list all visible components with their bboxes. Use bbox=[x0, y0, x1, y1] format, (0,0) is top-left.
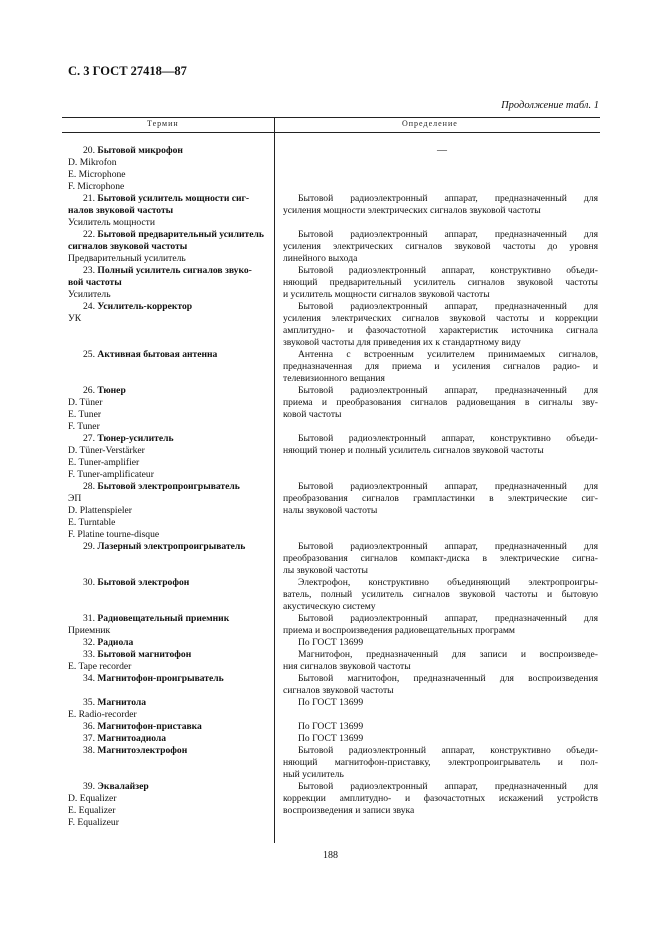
definition-line: Бытовой радиоэлектронный аппарат, предназначенный для bbox=[298, 541, 598, 552]
term-name: Бытовой усилитель мощности сиг- bbox=[97, 193, 250, 204]
term-name: Активная бытовая антенна bbox=[97, 349, 218, 360]
term-line bbox=[83, 637, 133, 649]
term-number: 24. bbox=[83, 301, 95, 312]
term-text: E. Tape recorder bbox=[68, 661, 132, 672]
term-number: 22. bbox=[83, 229, 95, 240]
term-line bbox=[83, 385, 126, 397]
term-line bbox=[68, 805, 115, 817]
term-name: Радиовещательный приемник bbox=[97, 613, 230, 624]
term-name: Лазерный электропроигрыватель bbox=[97, 541, 246, 552]
definition-line: Бытовой радиоэлектронный аппарат, предназначенный для bbox=[298, 229, 598, 240]
term-text: Усилитель мощности bbox=[68, 217, 155, 228]
term-text: F. Tuner bbox=[68, 421, 100, 432]
term-text: F. Platine tourne-disque bbox=[68, 529, 160, 540]
term-text: E. Microphone bbox=[68, 169, 126, 180]
term-text: D. Equalizer bbox=[68, 793, 117, 804]
definition-line: акустическую систему bbox=[283, 601, 376, 612]
term-line bbox=[83, 541, 245, 553]
term-number: 33. bbox=[83, 649, 95, 660]
definition-line: приема и воспроизведения радиовещательных программ bbox=[283, 625, 515, 636]
term-name: Радиола bbox=[97, 637, 134, 648]
term-name: Магнитола bbox=[97, 697, 147, 708]
term-line bbox=[83, 673, 224, 685]
definition-line: ковой частоты bbox=[283, 409, 342, 420]
definition-line: Бытовой магнитофон, предназначенный для воспроизведения bbox=[298, 673, 598, 684]
term-number: 31. bbox=[83, 613, 95, 624]
definition-line: усиления электрических сигналов звуковой частоты до уровня bbox=[283, 241, 598, 252]
term-text: F. Tuner-amplificateur bbox=[68, 469, 154, 480]
term-text: D. Tüner bbox=[68, 397, 103, 408]
term-line bbox=[83, 577, 189, 589]
term-line bbox=[68, 277, 122, 289]
definition-line: налы звуковой частоты bbox=[283, 505, 378, 516]
definition-line: и усилитель мощности сигналов звуковой частоты bbox=[283, 289, 490, 300]
term-text: E. Radio-recorder bbox=[68, 709, 137, 720]
definition-line: Бытовой радиоэлектронный аппарат, предназначенный для bbox=[298, 385, 598, 396]
definition-line: амплитудно- и фазочастотной характеристик источника сигнала bbox=[283, 325, 598, 336]
term-line bbox=[83, 649, 191, 661]
definition-line: сигналов звуковой частоты bbox=[283, 685, 394, 696]
term-line bbox=[83, 481, 240, 493]
definition-line: По ГОСТ 13699 bbox=[298, 733, 364, 744]
term-number: 28. bbox=[83, 481, 95, 492]
definition-line: приема и преобразования сигналов радиовещания в сигналы зву- bbox=[283, 397, 598, 408]
definition-line: Бытовой радиоэлектронный аппарат, предназначенный для bbox=[298, 193, 598, 204]
definition-line: няющий магнитофон-приставку, электропроигрыватель и пол- bbox=[283, 757, 598, 768]
term-line bbox=[83, 433, 174, 445]
term-text: УК bbox=[68, 313, 82, 324]
definition-line: лы звуковой частоты bbox=[283, 565, 368, 576]
term-text: ЭП bbox=[68, 493, 82, 504]
term-number: 34. bbox=[83, 673, 95, 684]
term-number: 21. bbox=[83, 193, 95, 204]
term-name: налов звуковой частоты bbox=[68, 205, 174, 216]
definition-line: Бытовой радиоэлектронный аппарат, предназначенный для bbox=[298, 301, 598, 312]
definition-line: коррекции амплитудно- и фазочастотных искажений устройств bbox=[283, 793, 598, 804]
page-header: С. 3 ГОСТ 27418—87 bbox=[68, 64, 187, 78]
definition-line: Бытовой радиоэлектронный аппарат, конструктивно объеди- bbox=[298, 745, 598, 756]
term-text: F. Equalizeur bbox=[68, 817, 119, 828]
definition-line: Электрофон, конструктивно объединяющий электропроигры- bbox=[298, 577, 598, 588]
definition-line: Магнитофон, предназначенный для записи и воспроизведе- bbox=[298, 649, 598, 660]
definition-line: преобразования сигналов грампластинки в электрические сиг- bbox=[283, 493, 598, 504]
term-text: E. Tuner-amplifier bbox=[68, 457, 140, 468]
definition-line: Бытовой радиоэлектронный аппарат, предназначенный для bbox=[298, 481, 598, 492]
term-line bbox=[68, 241, 187, 253]
term-name: Бытовой микрофон bbox=[97, 145, 183, 156]
term-line bbox=[68, 469, 154, 481]
term-number: 20. bbox=[83, 145, 95, 156]
term-name: Магнитофон-приставка bbox=[97, 721, 202, 732]
term-text: Приемник bbox=[68, 625, 111, 636]
term-line bbox=[68, 517, 115, 529]
term-number: 38. bbox=[83, 745, 95, 756]
definition-line: ный усилитель bbox=[283, 769, 344, 780]
term-text: E. Tuner bbox=[68, 409, 102, 420]
definition-line: Антенна с встроенным усилителем принимаемых сигналов, bbox=[298, 349, 598, 360]
term-number: 39. bbox=[83, 781, 95, 792]
term-number: 27. bbox=[83, 433, 95, 444]
term-line bbox=[68, 793, 116, 805]
term-number: 26. bbox=[83, 385, 95, 396]
term-line bbox=[68, 253, 186, 265]
page-number: 188 bbox=[323, 850, 338, 861]
definition-line: звуковой частоты для приведения их к стандартному виду bbox=[283, 337, 521, 348]
term-line bbox=[83, 301, 192, 313]
term-name: вой частоты bbox=[68, 277, 122, 288]
term-name: Магнитоэлектрофон bbox=[97, 745, 188, 756]
term-text: F. Microphone bbox=[68, 181, 125, 192]
definition-line: усиления электрических сигналов звуковой частоты и коррекции bbox=[283, 313, 598, 324]
term-line bbox=[83, 781, 149, 793]
definition-line: Бытовой радиоэлектронный аппарат, предназначенный для bbox=[298, 613, 598, 624]
definition-line: ния сигналов звуковой частоты bbox=[283, 661, 411, 672]
term-number: 36. bbox=[83, 721, 95, 732]
term-name: Бытовой предварительный усилитель bbox=[97, 229, 264, 240]
term-name: Бытовой электропроигрыватель bbox=[97, 481, 240, 492]
term-name: сигналов звуковой частоты bbox=[68, 241, 188, 252]
term-line bbox=[83, 193, 249, 205]
term-line bbox=[83, 721, 202, 733]
term-line bbox=[83, 697, 146, 709]
term-text: E. Equalizer bbox=[68, 805, 116, 816]
term-text: E. Turntable bbox=[68, 517, 116, 528]
term-name: Полный усилитель сигналов звуко- bbox=[97, 265, 252, 276]
term-line bbox=[68, 205, 173, 217]
term-number: 29. bbox=[83, 541, 95, 552]
table-column-divider bbox=[274, 117, 275, 843]
term-line bbox=[68, 493, 81, 505]
term-number: 35. bbox=[83, 697, 95, 708]
term-line bbox=[83, 613, 229, 625]
term-line bbox=[68, 181, 124, 193]
term-line bbox=[68, 157, 117, 169]
term-line bbox=[68, 817, 119, 829]
definition-dash: — bbox=[437, 145, 447, 156]
term-line bbox=[68, 529, 159, 541]
definition-line: Бытовой радиоэлектронный аппарат, конструктивно объеди- bbox=[298, 433, 598, 444]
term-line bbox=[68, 289, 111, 301]
term-name: Магнитоадиола bbox=[97, 733, 167, 744]
term-text: Усилитель bbox=[68, 289, 111, 300]
term-number: 32. bbox=[83, 637, 95, 648]
table-top-rule bbox=[62, 117, 600, 118]
term-line bbox=[68, 445, 145, 457]
term-line bbox=[68, 625, 110, 637]
definition-line: ватель, полный усилитель сигналов звуковой частоты и бытовую bbox=[283, 589, 598, 600]
term-name: Усилитель-корректор bbox=[97, 301, 193, 312]
definition-line: няющий тюнер и полный усилитель сигналов звуковой частоты bbox=[283, 445, 544, 456]
term-name: Эквалайзер bbox=[97, 781, 149, 792]
term-line bbox=[68, 409, 101, 421]
definition-line: усиления мощности электрических сигналов звуковой частоты bbox=[283, 205, 541, 216]
definition-line: По ГОСТ 13699 bbox=[298, 697, 364, 708]
definition-line: преобразования сигналов компакт-диска в электрические сигна- bbox=[283, 553, 598, 564]
term-line bbox=[83, 145, 183, 157]
term-line bbox=[83, 229, 264, 241]
term-name: Тюнер bbox=[97, 385, 126, 396]
term-line bbox=[68, 505, 132, 517]
definition-line: линейного выхода bbox=[283, 253, 358, 264]
table-header-rule bbox=[62, 132, 600, 133]
definition-line: предназначенная для приема и усиления сигналов радио- и bbox=[283, 361, 598, 372]
term-line bbox=[68, 421, 100, 433]
column-header-term: Термин bbox=[147, 119, 179, 128]
definition-line: По ГОСТ 13699 bbox=[298, 637, 364, 648]
term-line bbox=[83, 265, 252, 277]
term-line bbox=[68, 397, 102, 409]
table-continuation-note: Продолжение табл. 1 bbox=[501, 100, 599, 111]
term-number: 37. bbox=[83, 733, 95, 744]
term-line bbox=[68, 313, 81, 325]
definition-line: Бытовой радиоэлектронный аппарат, конструктивно объеди- bbox=[298, 265, 598, 276]
term-text: D. Mikrofon bbox=[68, 157, 117, 168]
term-name: Бытовой магнитофон bbox=[97, 649, 192, 660]
term-name: Бытовой электрофон bbox=[97, 577, 190, 588]
term-number: 23. bbox=[83, 265, 95, 276]
term-line bbox=[68, 217, 155, 229]
term-number: 30. bbox=[83, 577, 95, 588]
term-text: D. Tüner-Verstärker bbox=[68, 445, 145, 456]
term-name: Магнитофон-проигрыватель bbox=[97, 673, 224, 684]
term-line bbox=[68, 661, 131, 673]
term-line bbox=[83, 745, 187, 757]
term-text: D. Plattenspieler bbox=[68, 505, 132, 516]
term-line bbox=[68, 169, 126, 181]
term-line bbox=[68, 709, 137, 721]
term-line bbox=[68, 457, 139, 469]
term-number: 25. bbox=[83, 349, 95, 360]
definition-line: няющий предварительный усилитель сигналов звуковой частоты bbox=[283, 277, 598, 288]
definition-line: воспроизведения и записи звука bbox=[283, 805, 415, 816]
term-text: Предварительный усилитель bbox=[68, 253, 186, 264]
definition-line: Бытовой радиоэлектронный аппарат, предназначенный для bbox=[298, 781, 598, 792]
term-name: Тюнер-усилитель bbox=[97, 433, 174, 444]
term-line bbox=[83, 349, 217, 361]
definition-line: По ГОСТ 13699 bbox=[298, 721, 364, 732]
column-header-definition: Определение bbox=[402, 119, 458, 128]
definition-line: телевизионного вещания bbox=[283, 373, 385, 384]
term-line bbox=[83, 733, 166, 745]
